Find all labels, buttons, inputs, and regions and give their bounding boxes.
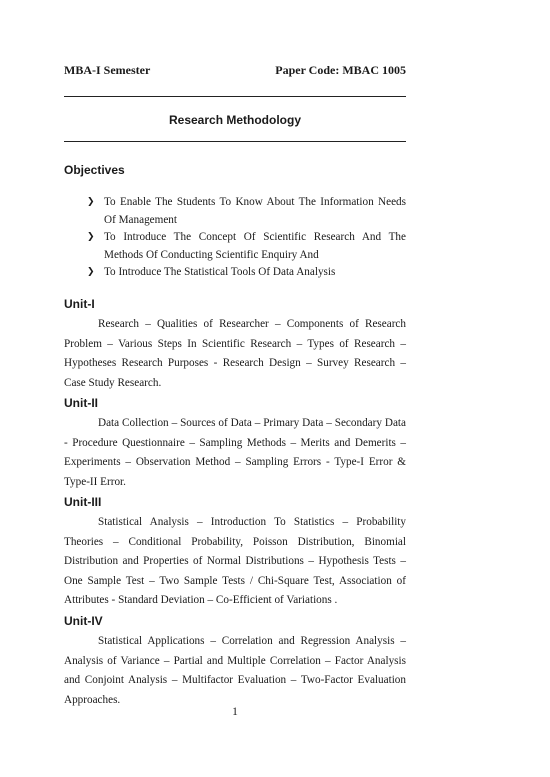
- semester-label: MBA-I Semester: [64, 63, 151, 77]
- unit-heading: Unit-IV: [64, 614, 103, 628]
- unit-body: Data Collection – Sources of Data – Primary Data – Secondary Data - Procedure Questionnaire – Sampling Methods – Merits and Demerits – Experiments – Observation Method – Sampling Errors - Type-I Error & Type-II Error.: [64, 417, 406, 488]
- unit-heading: Unit-I: [64, 297, 95, 311]
- unit-section: [64, 297, 406, 393]
- objectives-heading: Objectives: [64, 163, 125, 177]
- title-bottom-rule: [64, 141, 406, 142]
- unit-section: [64, 396, 406, 492]
- unit-body: Research – Qualities of Researcher – Components of Research Problem – Various Steps In Scientific Research – Types of Research – Hypotheses Research Purposes - Research Design – Survey Research – Case Study Research.: [64, 318, 406, 389]
- unit-body: Statistical Applications – Correlation and Regression Analysis – Analysis of Variance – Partial and Multiple Correlation – Factor Analysis and Conjoint Analysis – Multifactor Evaluation – Two-Factor Evaluation Approaches.: [64, 635, 406, 706]
- objectives-list: [87, 194, 406, 282]
- page-title: Research Methodology: [168, 113, 302, 127]
- chevron-right-icon: ❯: [87, 267, 95, 277]
- unit-body: Statistical Analysis – Introduction To Statistics – Probability Theories – Conditional Probability, Poisson Distribution, Binomial Distribution and Properties of Normal Distributions – Hypothesis Tests – One Sample Test – Two Sample Tests / Chi-Square Test, Association of Attributes - Standard Deviation – Co-Efficient of Variations .: [64, 516, 406, 606]
- page-header: [64, 63, 406, 78]
- paper-code-label: Paper Code: MBAC 1005: [275, 63, 406, 77]
- unit-heading: Unit-II: [64, 396, 98, 410]
- objective-text: To Enable The Students To Know About The Information Needs Of Management: [104, 196, 406, 226]
- objective-text: To Introduce The Statistical Tools Of Data Analysis: [104, 266, 336, 278]
- unit-section: [64, 614, 406, 710]
- objective-text: To Introduce The Concept Of Scientific Research And The Methods Of Conducting Scientific Enquiry And: [104, 231, 406, 261]
- chevron-right-icon: ❯: [87, 197, 95, 207]
- objective-item: [87, 264, 406, 282]
- page-number: 1: [232, 706, 238, 718]
- chevron-right-icon: ❯: [87, 232, 95, 242]
- unit-heading: Unit-III: [64, 495, 102, 509]
- objective-item: [87, 229, 406, 264]
- unit-section: [64, 495, 406, 611]
- objective-item: [87, 194, 406, 229]
- title-top-rule: [64, 96, 406, 97]
- document-page: [64, 0, 406, 777]
